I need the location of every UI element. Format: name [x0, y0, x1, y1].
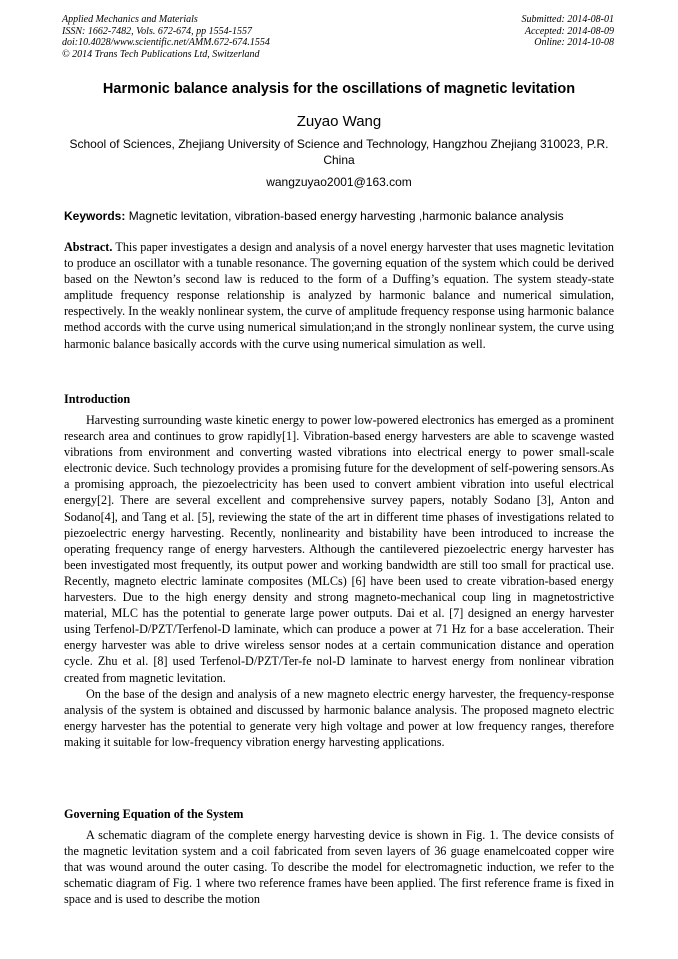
- copyright-line: © 2014 Trans Tech Publications Ltd, Switzerland: [62, 48, 260, 60]
- publication-dates: [522, 14, 615, 49]
- abstract: [64, 239, 614, 352]
- keywords-label: Keywords:: [64, 209, 126, 223]
- governing-paragraph: A schematic diagram of the complete energy harvesting device is shown in Fig. 1. The device consists of the magnetic levitation system and a coil fabricated from seven layers of 36 guage enamelcoated copper wire that was wound around the outer casing. To describe the model for electromagnetic induction, we refer to the schematic diagram of Fig. 1 where two reference frames have been applied. The first reference frame is fixed in space and is used to describe the motion: [64, 828, 614, 907]
- author-name: Zuyao Wang: [296, 113, 382, 130]
- journal-info: [62, 14, 270, 60]
- author-affiliation: School of Sciences, Zhejiang University of Science and Technology, Hangzhou Zhejiang 310023, P.R. China: [69, 137, 609, 167]
- issn-line: ISSN: 1662-7482, Vols. 672-674, pp 1554-1557: [62, 25, 252, 37]
- keywords-text: Magnetic levitation, vibration-based energy harvesting ,harmonic balance analysis: [128, 209, 564, 223]
- keywords-line: [64, 209, 614, 223]
- doi-line: doi:10.4028/www.scientific.net/AMM.672-674.1554: [62, 37, 270, 48]
- section-heading-governing-equation: Governing Equation of the System: [64, 807, 244, 821]
- abstract-label: Abstract.: [64, 240, 113, 254]
- submitted-date: Submitted: 2014-08-01: [521, 14, 614, 25]
- author-email: wangzuyao2001@163.com: [266, 175, 412, 189]
- intro-paragraph-2: On the base of the design and analysis of a new magneto electric energy harvester, the frequency-response analysis of the system is obtained and discussed by harmonic balance analysis. The proposed magneto electric energy harvester has the potential to generate very high voltage and power at low frequency ranges, therefore making it suitable for low-frequency vibration energy harvesting applications.: [64, 686, 614, 749]
- intro-paragraph-1: Harvesting surrounding waste kinetic energy to power low-powered electronics has emerged as a prominent research area and continues to grow rapidly[1]. Vibration-based energy harvesters are able to scavenge wasted vibrations from environment and converting wasted vibrations into electrical energy to power small-scale electronic device. Such technology provides a promising future for the development of self-powering sensors.As a promising approach, the piezoelectricity has been used to convert ambient vibration into useful electrical energy[2]. There are several excellent and comprehensive survey papers, notably Sodano [3], Anton and Sodano[4], and Tang et al. [5], reviewing the state of the art in different time phases of investigations related to piezoelectric energy harvesting. Recently, nonlinearity and bistability have been introduced to increase the operating frequency range of energy harvesters. Although the cantilevered piezoelectric energy harvester has been investigated most frequently, its output power and working bandwidth are still too small for practical use. Recently, magneto electric laminate composites (MLCs) [6] have been used to create vibration-based energy harvesters. Due to the high energy density and strong magneto-mechanical coup ling in magnetostrictive material, MLC has the potential to generate large power outputs. Dai et al. [7] designed an energy harvester using Terfenol-D/PZT/Terfenol-D laminate, which can produce a power at 71 Hz for a base acceleration. Their energy harvester was able to drive wireless sensor nodes at a certain communication distance and operation cycle. Zhu et al. [8] used Terfenol-D/PZT/Ter-fe nol-D laminate to harvest energy from nonlinear vibration created from magnetic levitation.: [64, 413, 614, 685]
- accepted-date: Accepted: 2014-08-09: [524, 25, 614, 37]
- abstract-text: This paper investigates a design and analysis of a novel energy harvester that uses magnetic levitation to produce an oscillator with a tunable resonance. The governing equation of the system which could be derived based on the Newton’s second law is reduced to the form of a Duffing’s equation. The system steady-state amplitude frequency response relationship is analyzed by harmonic balance and numerical simulation, respectively. In the weakly nonlinear system, the curve of amplitude frequency response using harmonic balance method accords with the curve using numerical simulation;and in the strongly nonlinear system, the curve using harmonic balance basically accords with the curve using numerical simulation as well.: [64, 240, 614, 351]
- paper-title: Harmonic balance analysis for the oscillations of magnetic levitation: [102, 81, 576, 97]
- online-date: Online: 2014-10-08: [534, 37, 614, 48]
- section-heading-introduction: Introduction: [64, 392, 131, 406]
- journal-name: Applied Mechanics and Materials: [62, 14, 198, 25]
- governing-equation-body: [64, 827, 614, 943]
- introduction-body: [64, 412, 614, 750]
